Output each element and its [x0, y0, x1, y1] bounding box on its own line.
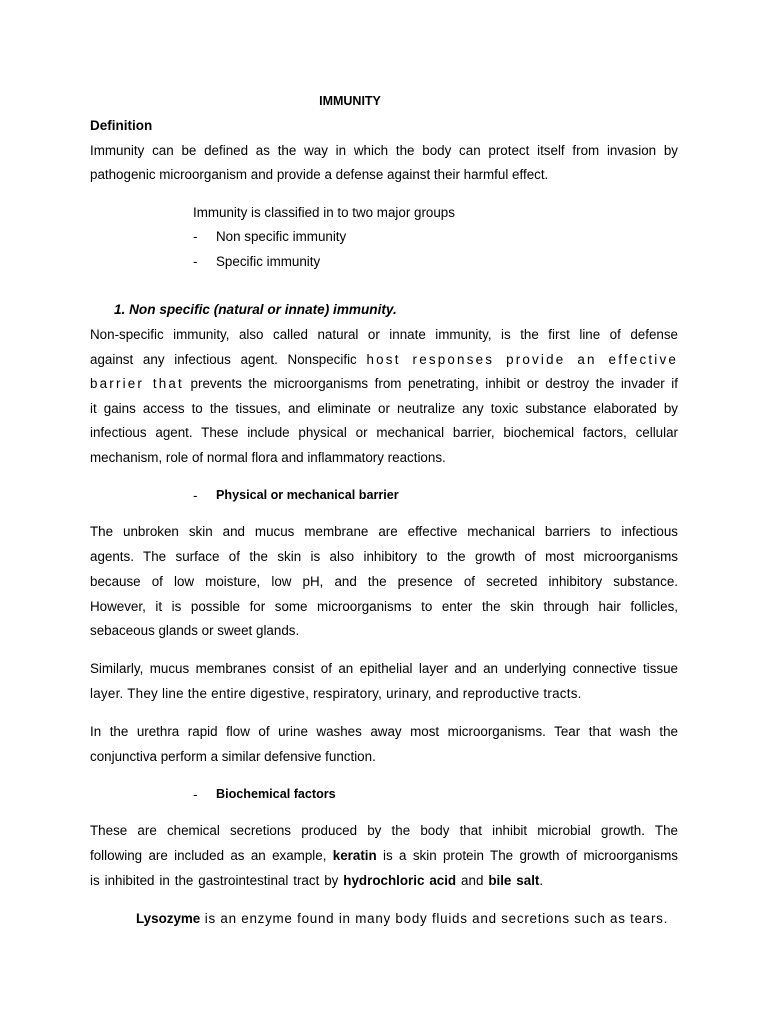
physical-para-1-line-1: The unbroken skin and mucus membrane are effective mechanical barriers to infectious — [90, 524, 678, 539]
physical-para-2-line-1: Similarly, mucus membranes consist of an epithelial layer and an underlying connective tissue — [90, 661, 678, 676]
physical-para-3-line-2: conjunctiva perform a similar defensive function. — [90, 749, 376, 764]
keratin-term: keratin — [332, 848, 377, 863]
classification-item-1: Non specific immunity — [216, 229, 347, 244]
section-1-heading: 1. Non specific (natural or innate) immunity. — [114, 302, 397, 317]
biochem-line-3 — [90, 872, 678, 889]
biochem-line-1: These are chemical secretions produced by the body that inhibit microbial growth. The — [90, 823, 678, 838]
section-1-line-3 — [90, 375, 678, 392]
physical-para-1-line-5: sebaceous glands or sweet glands. — [90, 623, 300, 638]
physical-para-1-line-3: because of low moisture, low pH, and the presence of secreted inhibitory substance. — [90, 574, 678, 589]
bile-salt-term: bile salt — [488, 873, 540, 888]
physical-para-2-line-2: layer. They line the entire digestive, respiratory, urinary, and reproductive tracts. — [90, 686, 582, 701]
definition-heading: Definition — [90, 118, 153, 133]
lysozyme-line — [136, 910, 668, 927]
biochem-line-2-c: is a skin protein The growth of microorganisms — [383, 848, 678, 863]
section-1-line-3-b: prevents the microorganisms from penetrating, inhibit or destroy the invader if — [190, 376, 678, 391]
document-title: IMMUNITY — [319, 94, 381, 108]
section-1-line-5: infectious agent. These include physical or mechanical barrier, biochemical factors, cellular — [90, 425, 678, 440]
bullet-dash: - — [193, 488, 198, 503]
classification-item-2: Specific immunity — [216, 254, 321, 269]
section-1-line-4: it gains access to the tissues, and eliminate or neutralize any toxic substance elaborated by — [90, 401, 678, 416]
biochem-line-3-e: . — [539, 873, 544, 888]
physical-para-3-line-1: In the urethra rapid flow of urine washes away most microorganisms. Tear that wash the — [90, 724, 678, 739]
classification-intro: Immunity is classified in to two major groups — [193, 205, 455, 220]
bullet-dash: - — [193, 787, 198, 802]
physical-para-1-line-4: However, it is possible for some microorganisms to enter the skin through hair follicles, — [90, 599, 678, 614]
section-1-line-6: mechanism, role of normal flora and inflammatory reactions. — [90, 450, 446, 465]
section-1-line-3-a: barrier that — [90, 376, 184, 391]
biochem-line-3-c: and — [461, 873, 484, 888]
bullet-dash: - — [193, 254, 198, 269]
physical-barrier-heading: Physical or mechanical barrier — [216, 488, 399, 502]
biochem-line-2 — [90, 847, 678, 864]
section-1-line-2-a: against any infectious agent. Nonspecific — [90, 352, 357, 367]
definition-line-2: pathogenic microorganism and provide a defense against their harmful effect. — [90, 167, 549, 182]
biochemical-factors-heading: Biochemical factors — [216, 787, 336, 801]
section-1-line-2-b: host responses provide an effective — [366, 352, 678, 367]
biochem-line-3-a: is inhibited in the gastrointestinal tract by — [90, 873, 339, 888]
hydrochloric-acid-term: hydrochloric acid — [343, 873, 457, 888]
lysozyme-line-rest: is an enzyme found in many body fluids and secretions such as tears. — [200, 911, 669, 926]
definition-line-1: Immunity can be defined as the way in which the body can protect itself from invasion by — [90, 143, 678, 158]
biochem-line-2-a: following are included as an example, — [90, 848, 327, 863]
physical-para-1-line-2: agents. The surface of the skin is also inhibitory to the growth of most microorganisms — [90, 549, 678, 564]
section-1-line-1: Non-specific immunity, also called natural or innate immunity, is the first line of defense — [90, 327, 678, 342]
section-1-line-2 — [90, 351, 678, 368]
lysozyme-term: Lysozyme — [136, 911, 201, 926]
bullet-dash: - — [193, 229, 198, 244]
